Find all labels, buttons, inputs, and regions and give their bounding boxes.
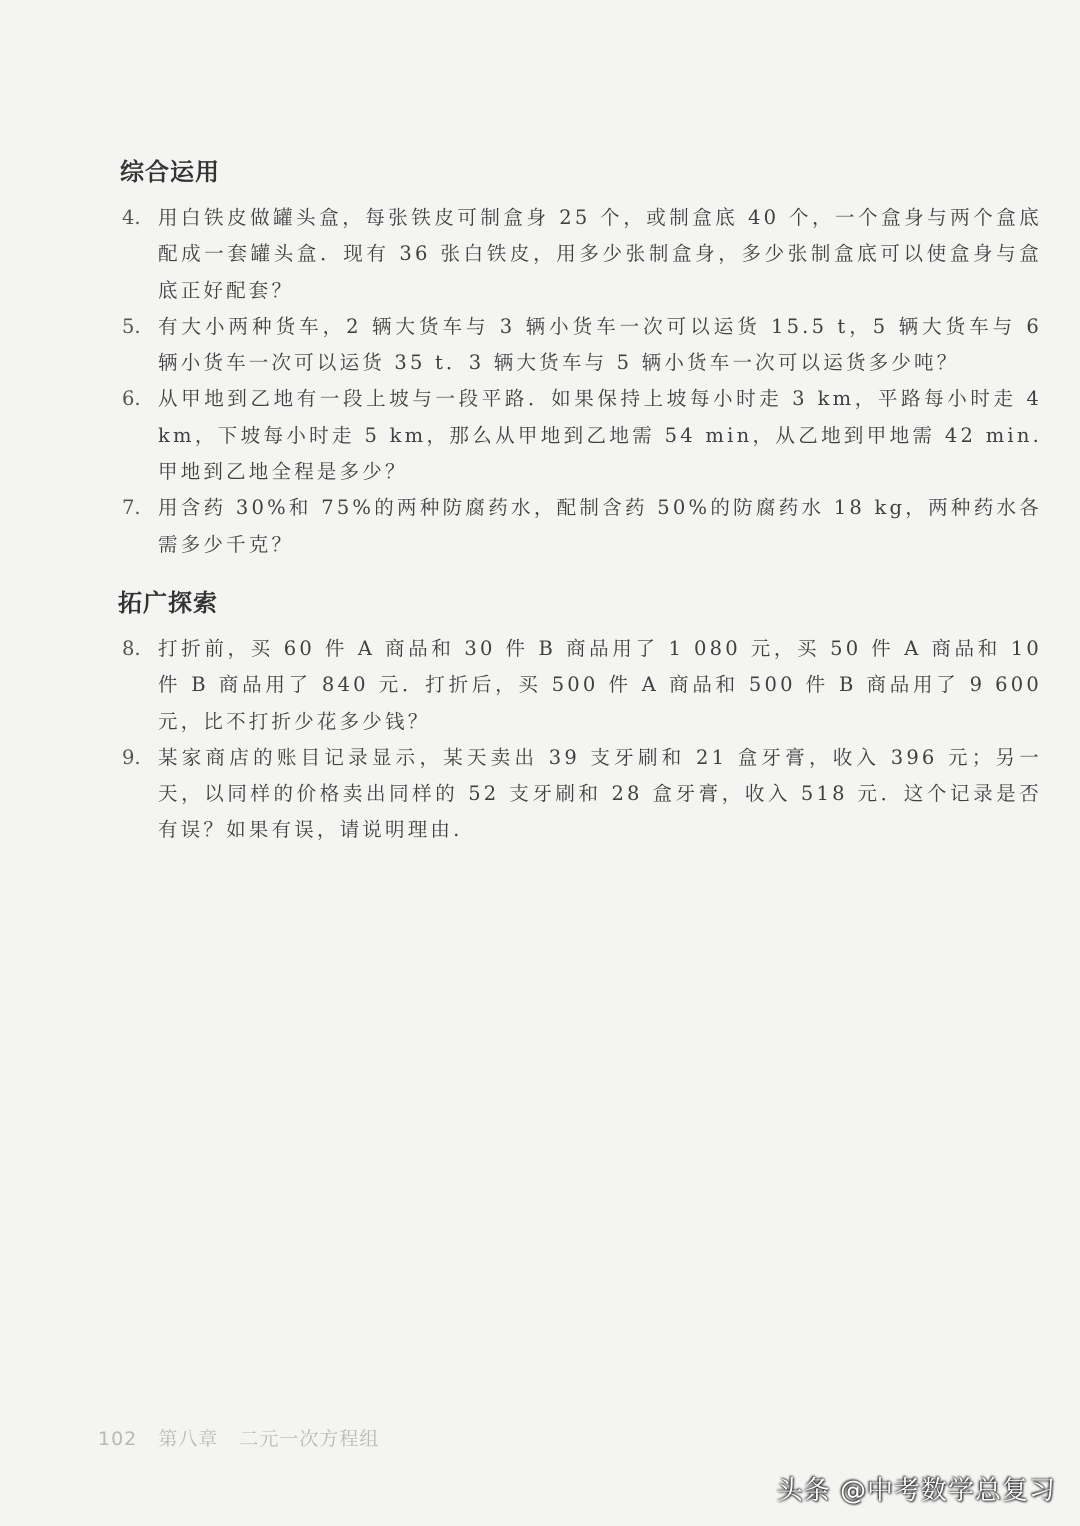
problem-item (122, 740, 1042, 849)
problem-number: 4. (122, 206, 141, 229)
problem-text: 用含药 30%和 75%的两种防腐药水，配制含药 50%的防腐药水 18 kg，两种药水各需多少千克？ (158, 496, 1042, 556)
problem-text: 从甲地到乙地有一段上坡与一段平路．如果保持上坡每小时走 3 km，平路每小时走 4 km，下坡每小时走 5 km，那么从甲地到乙地需 54 min，从乙地到甲地需 42 min. 甲地到乙地全程是多少？ (158, 387, 1042, 484)
problem-item (122, 381, 1042, 490)
problem-item (122, 309, 1042, 382)
chapter-title: 二元一次方程组 (239, 1428, 380, 1450)
problem-list (122, 631, 1042, 849)
page-footer (98, 1424, 393, 1451)
problem-number: 9. (122, 745, 141, 769)
section-heading-comprehensive-application: 综合运用 (120, 158, 220, 186)
watermark: 头条 @中考数学总复习 (776, 1476, 1056, 1506)
problem-number: 6. (122, 387, 141, 411)
problem-number: 5. (122, 314, 141, 338)
problem-text: 某家商店的账目记录显示，某天卖出 39 支牙刷和 21 盒牙膏，收入 396 元；另一天，以同样的价格卖出同样的 52 支牙刷和 28 盒牙膏，收入 518 元．这个记录是否有误？如果有误，请说明理由. (158, 745, 1042, 842)
page-number: 102 (98, 1428, 138, 1450)
problem-item (122, 631, 1042, 740)
problem-item (122, 200, 1042, 309)
problem-text: 用白铁皮做罐头盒，每张铁皮可制盒身 25 个，或制盒底 40 个，一个盒身与两个盒底配成一套罐头盒．现有 36 张白铁皮，用多少张制盒身，多少张制盒底可以使盒身与盒底正好配套？ (158, 206, 1042, 302)
problem-list (122, 200, 1042, 563)
problem-text: 有大小两种货车，2 辆大货车与 3 辆小货车一次可以运货 15.5 t，5 辆大货车与 6 辆小货车一次可以运货 35 t．3 辆大货车与 5 辆小货车一次可以运货多少吨？ (158, 314, 1042, 375)
problem-number: 7. (122, 496, 141, 520)
section-heading-extension-exploration: 拓广探索 (118, 589, 218, 617)
problem-number: 8. (122, 637, 141, 660)
problem-text: 打折前，买 60 件 A 商品和 30 件 B 商品用了 1 080 元，买 50 件 A 商品和 10 件 B 商品用了 840 元．打折后，买 500 件 A 商品和 500 件 B 商品用了 9 600 元，比不打折少花多少钱？ (158, 637, 1042, 733)
problem-item (122, 490, 1042, 563)
chapter-label: 第八章 (158, 1428, 219, 1450)
